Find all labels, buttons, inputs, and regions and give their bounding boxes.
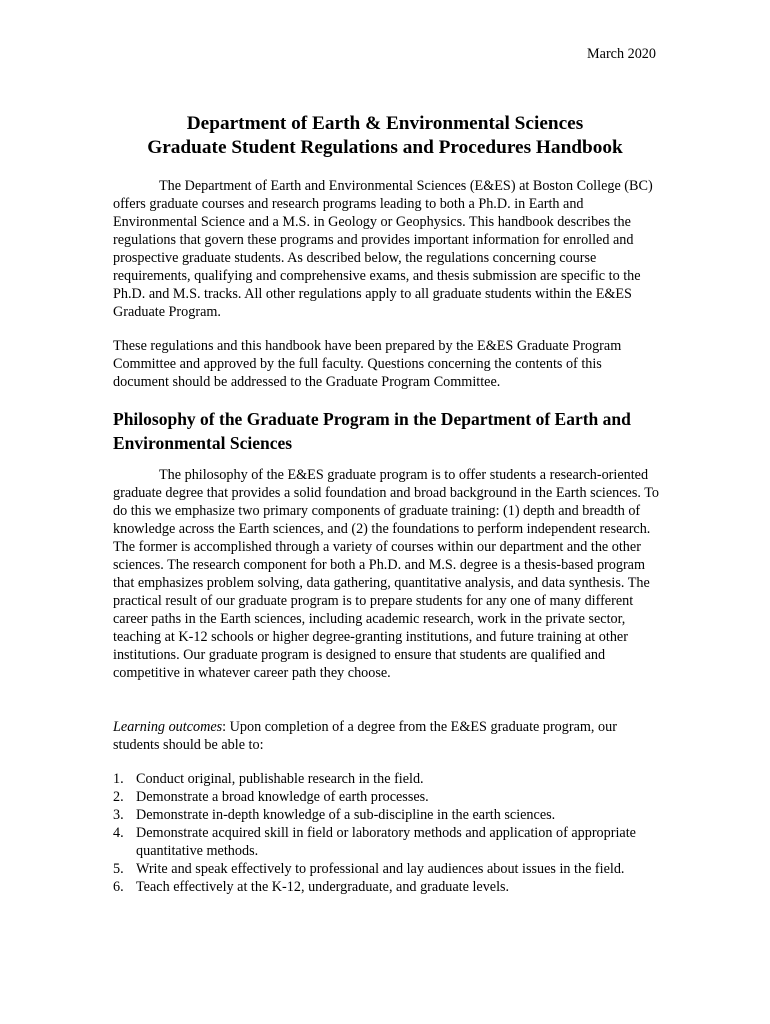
learning-outcomes-text: : Upon completion of a degree from the E&ES graduate program, our students should be able to:	[113, 719, 617, 753]
title-line-2: Graduate Student Regulations and Procedures Handbook	[147, 137, 623, 158]
list-item-text: Teach effectively at the K-12, undergraduate, and graduate levels.	[136, 879, 510, 895]
learning-outcomes-section	[113, 718, 659, 754]
philosophy-heading: Philosophy of the Graduate Program in the Department of Earth and Environmental Sciences	[113, 409, 631, 453]
list-item-number: 5.	[113, 861, 124, 877]
list-item-text: Conduct original, publishable research in the field.	[136, 771, 424, 787]
list-item-text: Write and speak effectively to professional and lay audiences about issues in the field.	[136, 861, 625, 877]
list-item	[113, 878, 673, 896]
list-item	[113, 806, 673, 824]
learning-outcomes-label: Learning outcomes	[113, 719, 223, 735]
list-item-text: Demonstrate in-depth knowledge of a sub-discipline in the earth sciences.	[136, 807, 556, 823]
philosophy-paragraph: The philosophy of the E&ES graduate program is to offer students a research-oriented graduate degree that provides a solid foundation and broad background in the Earth sciences. To do this we emphasize two primary components of graduate training: (1) depth and breadth of knowledge across the Earth sciences, and (2) the foundations to perform independent research. The former is accomplished through a variety of courses within our department and the other sciences. The research component for both a Ph.D. and M.S. degree is a thesis-based program that emphasizes problem solving, data gathering, quantitative analysis, and data synthesis. The practical result of our graduate program is to prepare students for any one of many different career paths in the Earth sciences, including academic research, work in the private sector, teaching at K-12 schools or higher degree-granting institutions, and future training at other institutions. Our graduate program is designed to ensure that students are qualified and competitive in whatever career path they choose.	[113, 467, 659, 681]
list-item-text: Demonstrate acquired skill in field or laboratory methods and application of appropriate quantitative methods.	[136, 825, 636, 859]
title-line-1: Department of Earth & Environmental Sciences	[186, 113, 584, 134]
philosophy-section	[113, 466, 659, 682]
list-item-number: 1.	[113, 771, 124, 787]
list-item-text: Demonstrate a broad knowledge of earth processes.	[136, 789, 429, 805]
list-item-number: 3.	[113, 807, 124, 823]
list-item	[113, 860, 673, 878]
intro-section	[113, 177, 659, 321]
learning-outcomes-intro	[113, 718, 659, 754]
document-date: March 2020	[587, 46, 656, 62]
list-item-number: 4.	[113, 825, 124, 841]
list-item-number: 6.	[113, 879, 124, 895]
regulations-paragraph: These regulations and this handbook have been prepared by the E&ES Graduate Program Committee and approved by the full faculty. Questions concerning the contents of this document should be addressed to the Graduate Program Committee.	[113, 338, 622, 390]
outcomes-list	[113, 770, 673, 896]
list-item	[113, 788, 673, 806]
regulations-section	[113, 337, 659, 391]
list-item-number: 2.	[113, 789, 124, 805]
list-item	[113, 824, 673, 860]
document-title	[0, 112, 770, 160]
intro-paragraph: The Department of Earth and Environmental Sciences (E&ES) at Boston College (BC) offers graduate courses and research programs leading to both a Ph.D. in Earth and Environmental Science and a M.S. in Geology or Geophysics. This handbook describes the regulations that govern these programs and provides important information for enrolled and prospective graduate students. As described below, the regulations concerning course requirements, qualifying and comprehensive exams, and thesis submission are specific to the Ph.D. and M.S. tracks. All other regulations apply to all graduate students within the E&ES Graduate Program.	[113, 178, 653, 320]
list-item	[113, 770, 673, 788]
